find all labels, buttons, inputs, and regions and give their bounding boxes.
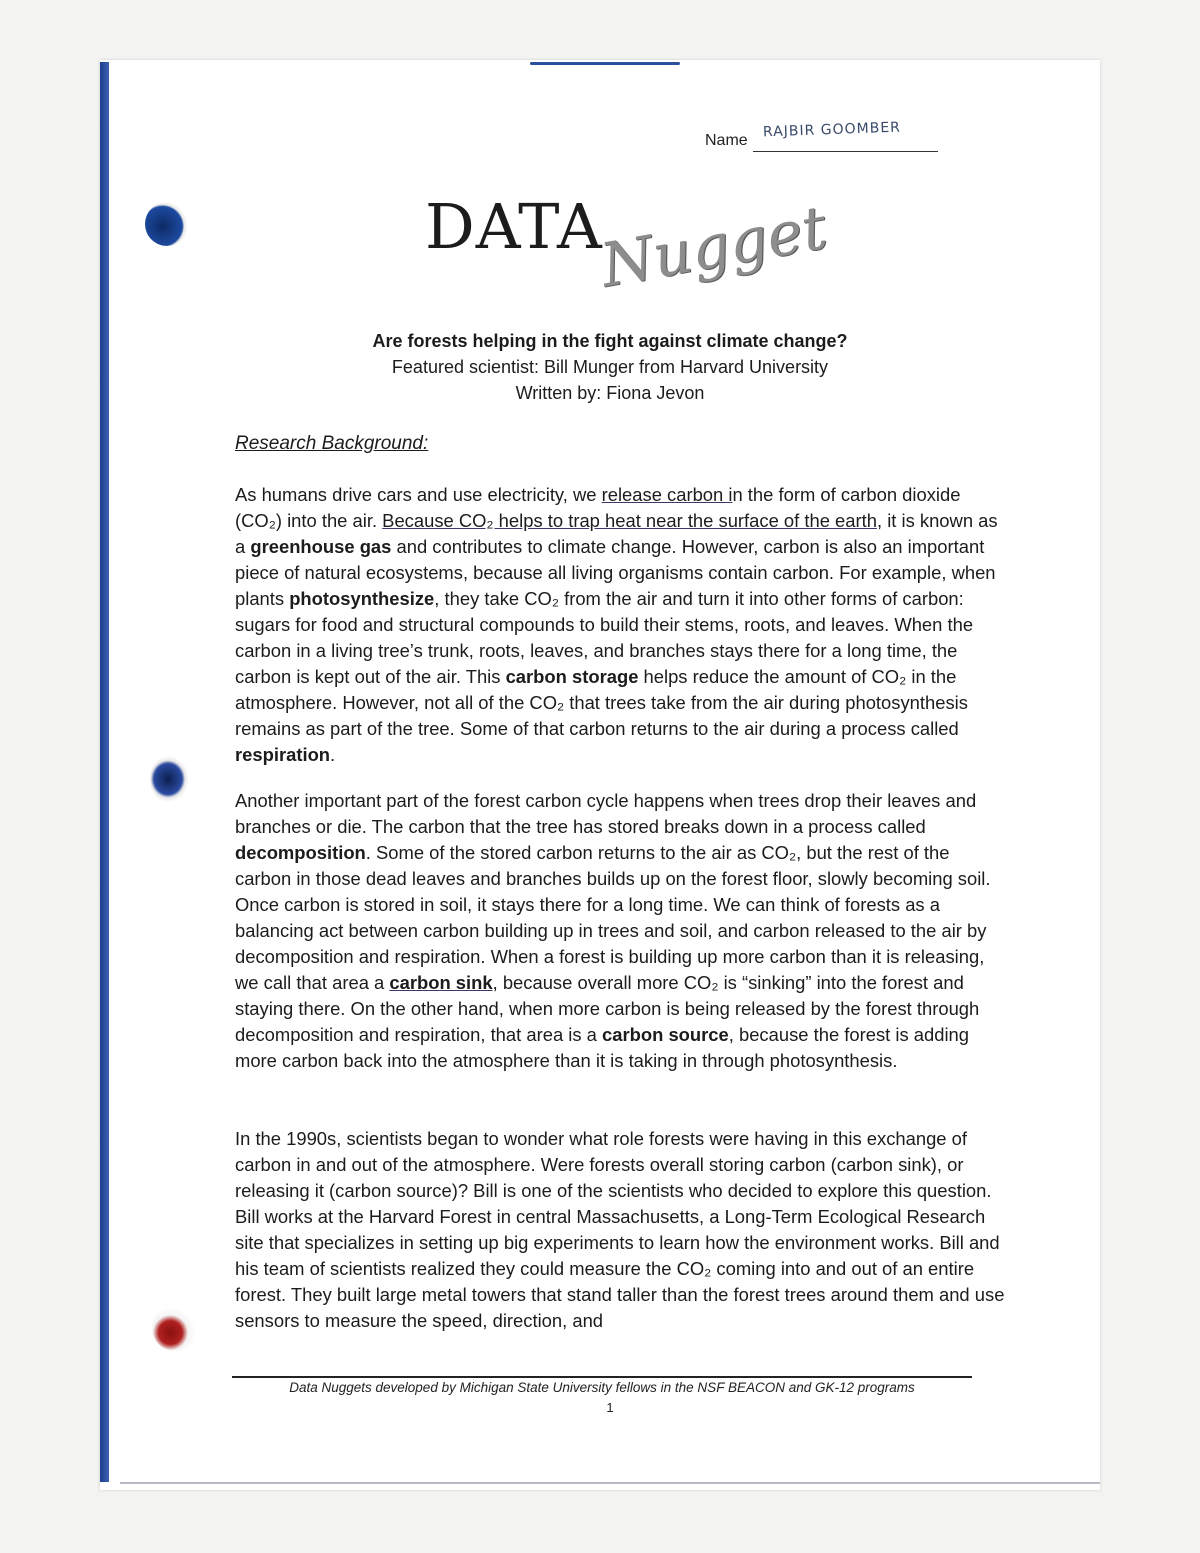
page-number: 1 — [606, 1400, 614, 1415]
page-title: Are forests helping in the fight against climate change? — [372, 331, 848, 351]
author-line: Written by: Fiona Jevon — [515, 383, 705, 403]
name-label: Name — [705, 132, 748, 149]
paragraph-3 — [235, 1126, 1005, 1334]
punch-hole-bottom — [152, 1305, 198, 1351]
binder-edge — [100, 62, 109, 1482]
handwritten-name: RAJBIR GOOMBER — [762, 119, 902, 141]
term-carbon-storage: carbon storage — [505, 666, 639, 687]
underlined-phrase: release carbon i — [601, 484, 733, 505]
name-underline — [753, 151, 938, 152]
name-field — [705, 119, 945, 152]
text-run: . — [330, 744, 336, 765]
text-run: As humans drive cars and use electricity, we — [235, 484, 602, 505]
text-run: and contributes to climate change. However, carbon is also an important piece of natural ecosystems, because all living organisms contain carbon. For example, when plants — [235, 536, 996, 609]
text-run: helps reduce the amount of CO₂ in the atmosphere. However, not all of the CO₂ that trees take from the air during photosynthesis remains as part of the tree. Some of that carbon returns to the air during a process called — [235, 666, 968, 739]
paragraph-2 — [235, 788, 1005, 1074]
term-greenhouse-gas: greenhouse gas — [250, 536, 392, 557]
term-photosynthesize: photosynthesize — [289, 588, 435, 609]
top-edge-mark — [530, 62, 680, 65]
footer-credit: Data Nuggets developed by Michigan State University fellows in the NSF BEACON and GK-12 programs — [289, 1380, 915, 1395]
punch-hole-top — [145, 202, 189, 246]
text-run: , it is known as a — [235, 510, 998, 557]
text-run: n the form of carbon dioxide (CO₂) into the air. — [235, 484, 961, 531]
section-heading: Research Background: — [235, 433, 429, 454]
paragraph-1 — [235, 482, 1005, 768]
term-carbon-source: carbon source — [602, 1024, 729, 1045]
bottom-edge-mark — [120, 1482, 1100, 1484]
text-run: , because the forest is adding more carbon back into the atmosphere than it is taking in through photosynthesis. — [235, 1024, 970, 1071]
footer-rule — [232, 1376, 972, 1378]
paragraph-3-text: In the 1990s, scientists began to wonder what role forests were having in this exchange of carbon in and out of the atmosphere. Were forests overall storing carbon (carbon sink), or releasing it (carbon source)? Bill is one of the scientists who decided to explore this question. Bill works at the Harvard Forest in central Massachusetts, a Long-Term Ecological Research site that specializes in setting up big experiments to learn how the environment works. Bill and his team of scientists realized they could measure the CO₂ coming into and out of an entire forest. They built large metal towers that stand taller than the forest trees around them and use sensors to measure the speed, direction, and — [235, 1128, 1005, 1331]
term-decomposition: decomposition — [235, 842, 366, 863]
title-block — [300, 328, 920, 406]
featured-scientist: Featured scientist: Bill Munger from Harvard University — [391, 357, 829, 377]
term-carbon-sink: carbon sink — [389, 972, 493, 993]
text-run: , because overall more CO₂ is “sinking” into the forest and staying there. On the other hand, when more carbon is being released by the forest through decomposition and respiration, that area is a — [235, 972, 980, 1045]
data-nugget-logo — [425, 190, 832, 302]
text-run: Another important part of the forest carbon cycle happens when trees drop their leaves and branches or die. The carbon that the tree has stored breaks down in a process called — [235, 790, 977, 837]
underlined-phrase: Because CO₂ helps to trap heat near the surface of the earth — [382, 510, 877, 531]
punch-hole-middle — [150, 755, 190, 803]
logo-word-nugget: Nugget — [595, 192, 832, 302]
text-run: . Some of the stored carbon returns to the air as CO₂, but the rest of the carbon in those dead leaves and branches builds up on the forest floor, slowly becoming soil. Once carbon is stored in soil, it stays there for a long time. We can think of forests as a balancing act between carbon building up in trees and soil, and carbon released to the air by decomposition and respiration. When a forest is building up more carbon than it is releasing, we call that area a — [235, 842, 991, 993]
term-respiration: respiration — [235, 744, 331, 765]
text-run: , they take CO₂ from the air and turn it into other forms of carbon: sugars for food and structural compounds to build their stems, roots, and leaves. When the carbon in a living tree’s trunk, roots, leaves, and branches stays there for a long time, the carbon is kept out of the air. This — [235, 588, 974, 687]
logo-word-data: DATA — [425, 190, 603, 263]
